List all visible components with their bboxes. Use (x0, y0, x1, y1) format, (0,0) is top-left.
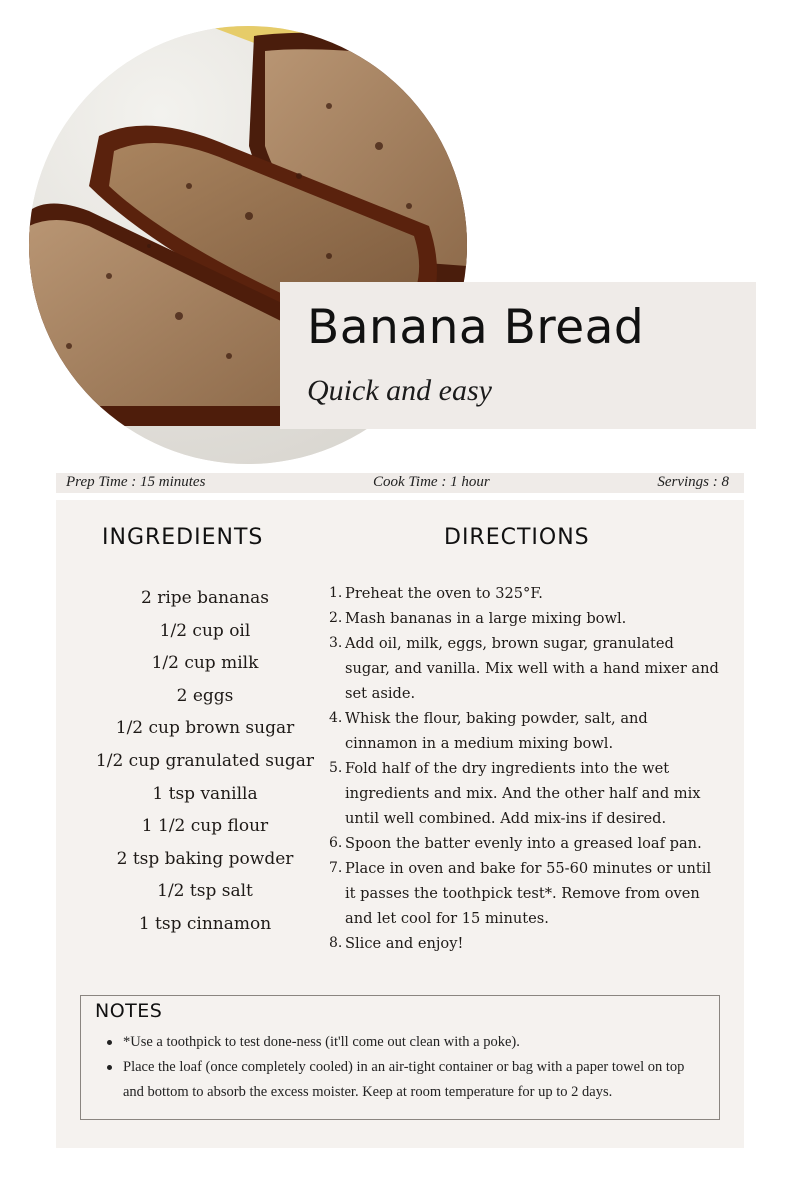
step-text: Place in oven and bake for 55-60 minutes or until it passes the toothpick test*. Remove from oven and let cool for 15 minutes. (345, 860, 712, 927)
note-item: *Use a toothpick to test done-ness (it'll come out clean with a poke). (123, 1030, 708, 1055)
ingredient-item: 1/2 cup brown sugar (115, 718, 295, 739)
note-item: Place the loaf (once completely cooled) in an air-tight container or bag with a paper towel on top and bottom to absorb the excess moister. Keep at room temperature for up to 2 days. (123, 1055, 708, 1105)
ingredient-item: 2 ripe bananas (140, 588, 270, 608)
direction-step (328, 581, 723, 606)
step-number: 1. (329, 585, 343, 601)
ingredient-item: 1/2 cup milk (151, 653, 259, 674)
ingredient-item: 1 1/2 cup flour (141, 816, 269, 837)
ingredient-item: 1 tsp cinnamon (138, 913, 272, 934)
recipe-title: Banana Bread (307, 300, 645, 355)
ingredients-heading: INGREDIENTS (102, 525, 264, 550)
recipe-subtitle: Quick and easy (307, 374, 492, 407)
directions-list (328, 581, 723, 956)
direction-step (328, 856, 723, 931)
step-text: Whisk the flour, baking powder, salt, and cinnamon in a medium mixing bowl. (345, 710, 648, 752)
prep-time: Prep Time : 15 minutes (66, 474, 206, 490)
step-text: Mash bananas in a large mixing bowl. (345, 610, 627, 627)
title-panel (280, 282, 756, 429)
direction-step (328, 931, 723, 956)
step-number: 7. (329, 860, 343, 876)
ingredient-item: 2 tsp baking powder (116, 848, 294, 869)
ingredient-item: 2 eggs (176, 685, 234, 706)
direction-step (328, 606, 723, 631)
direction-step (328, 706, 723, 756)
step-number: 6. (329, 835, 343, 851)
step-number: 5. (329, 760, 343, 776)
step-number: 3. (329, 635, 343, 651)
ingredients-list (70, 582, 343, 941)
ingredient-item: 1/2 tsp salt (157, 881, 253, 902)
direction-step (328, 631, 723, 706)
ingredient-item: 1/2 cup oil (159, 620, 251, 641)
notes-box (80, 995, 720, 1120)
step-text: Add oil, milk, eggs, brown sugar, granulated sugar, and vanilla. Mix well with a hand mixer and set aside. (345, 635, 719, 702)
notes-list (123, 1030, 708, 1105)
step-number: 4. (329, 710, 343, 726)
directions-heading: DIRECTIONS (444, 525, 590, 550)
recipe-card (56, 500, 744, 1148)
step-number: 8. (329, 935, 343, 951)
direction-step (328, 831, 723, 856)
ingredient-item: 1 tsp vanilla (152, 783, 258, 804)
step-text: Spoon the batter evenly into a greased loaf pan. (345, 835, 702, 852)
servings: Servings : 8 (657, 474, 729, 490)
recipe-meta-bar (56, 473, 744, 493)
step-text: Preheat the oven to 325°F. (345, 585, 543, 602)
ingredient-item: 1/2 cup granulated sugar (95, 750, 315, 771)
notes-heading: NOTES (95, 1000, 163, 1022)
direction-step (328, 756, 723, 831)
cook-time: Cook Time : 1 hour (373, 474, 490, 490)
step-text: Fold half of the dry ingredients into the wet ingredients and mix. And the other half and mix until well combined. Add mix-ins if desired. (345, 760, 701, 827)
step-number: 2. (329, 610, 343, 626)
step-text: Slice and enjoy! (345, 935, 464, 952)
